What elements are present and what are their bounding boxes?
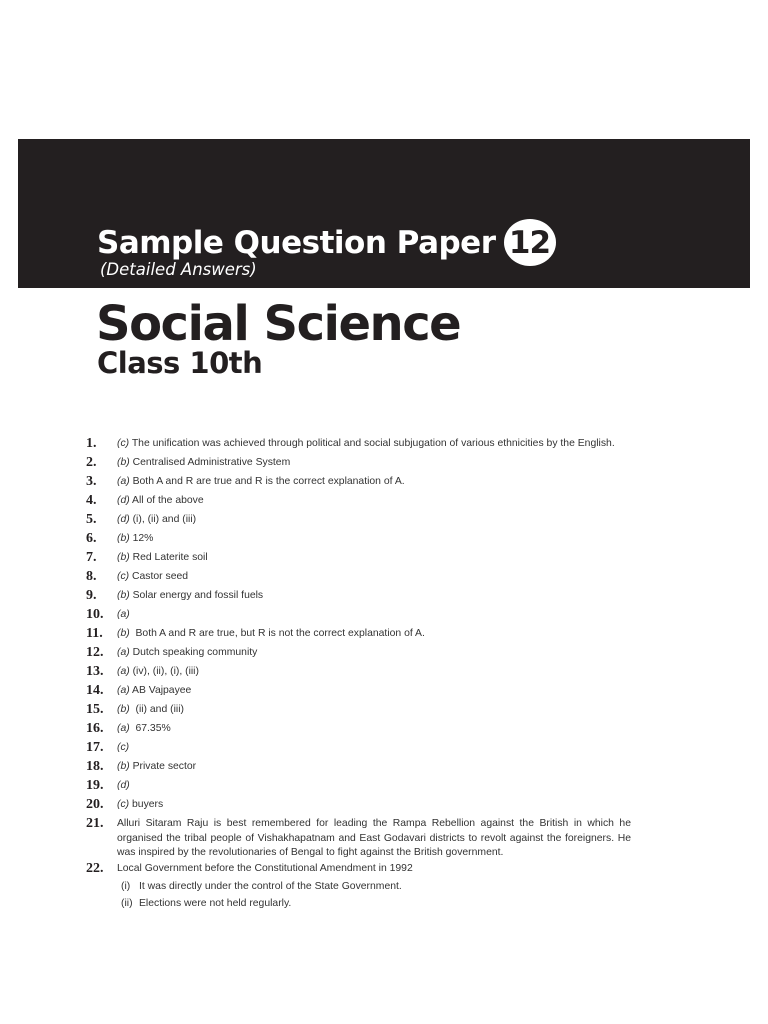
answer-option: (a) bbox=[117, 647, 130, 658]
answer-body: Centralised Administrative System bbox=[132, 457, 291, 468]
paper-title-text: Sample Question Paper bbox=[97, 224, 496, 261]
answer-number: 1. bbox=[86, 436, 97, 451]
answer-number: 6. bbox=[86, 531, 97, 546]
answer-text bbox=[117, 645, 631, 661]
answer-item bbox=[86, 550, 631, 569]
answer-option: (b) bbox=[117, 761, 130, 772]
answer-22-points bbox=[117, 878, 631, 912]
answer-number: 10. bbox=[86, 607, 104, 622]
answer-body: Dutch speaking community bbox=[132, 647, 258, 658]
answer-text bbox=[117, 759, 631, 775]
answer-text bbox=[117, 607, 631, 623]
answer-item bbox=[86, 721, 631, 740]
answer-item bbox=[86, 474, 631, 493]
answer-list bbox=[86, 436, 631, 912]
answer-item bbox=[86, 861, 631, 913]
answer-item bbox=[86, 436, 631, 455]
answer-option: (b) bbox=[117, 533, 130, 544]
answer-option: (b) bbox=[117, 590, 130, 601]
answer-option: (a) bbox=[117, 476, 130, 487]
answer-body: Alluri Sitaram Raju is best remembered for leading the Rampa Rebellion against the British in which he organised the tribal people of Vishakhapatnam and East Godavari districts to revolt against the foreigners. He was inspired by the revolutionaries of Bengal to fight against the British government. bbox=[117, 818, 631, 858]
answer-item bbox=[86, 626, 631, 645]
answer-body: (i), (ii) and (iii) bbox=[132, 514, 197, 525]
answer-option: (b) bbox=[117, 552, 130, 563]
answer-body: Both A and R are true and R is the correct explanation of A. bbox=[132, 476, 405, 487]
answer-number: 18. bbox=[86, 759, 104, 774]
answer-item bbox=[86, 493, 631, 512]
answer-item bbox=[86, 512, 631, 531]
answer-item bbox=[86, 645, 631, 664]
answer-body: Solar energy and fossil fuels bbox=[132, 590, 264, 601]
answer-number: 12. bbox=[86, 645, 104, 660]
answer-text bbox=[117, 797, 631, 813]
answer-body: Local Government before the Constitutional Amendment in 1992 bbox=[117, 862, 413, 874]
sub-point-number: (i) bbox=[121, 881, 131, 892]
answer-body: buyers bbox=[132, 799, 164, 810]
answer-number: 11. bbox=[86, 626, 103, 641]
answer-number: 20. bbox=[86, 797, 104, 812]
answer-text bbox=[117, 455, 631, 471]
answer-item bbox=[86, 740, 631, 759]
answer-option: (a) bbox=[117, 685, 130, 696]
answer-text bbox=[117, 683, 631, 699]
answer-body: All of the above bbox=[132, 495, 204, 506]
answer-text bbox=[117, 531, 631, 547]
answer-text bbox=[117, 816, 631, 861]
answer-option: (d) bbox=[117, 514, 130, 525]
answer-text bbox=[117, 702, 631, 718]
class-label: Class 10th bbox=[97, 346, 263, 380]
answer-item bbox=[86, 797, 631, 816]
answer-number: 5. bbox=[86, 512, 97, 527]
answer-item bbox=[86, 664, 631, 683]
answer-body: (ii) and (iii) bbox=[135, 704, 184, 715]
answer-text bbox=[117, 588, 631, 604]
answer-option: (a) bbox=[117, 723, 130, 734]
answer-item bbox=[86, 531, 631, 550]
answer-number: 8. bbox=[86, 569, 97, 584]
answer-option: (c) bbox=[117, 799, 130, 810]
answer-number: 15. bbox=[86, 702, 104, 717]
answer-item bbox=[86, 759, 631, 778]
answer-body: 67.35% bbox=[135, 723, 171, 734]
answer-body: Red Laterite soil bbox=[132, 552, 208, 563]
answer-text bbox=[117, 569, 631, 585]
answer-text bbox=[117, 626, 631, 642]
answer-option: (a) bbox=[117, 666, 130, 677]
answer-number: 4. bbox=[86, 493, 97, 508]
answer-text bbox=[117, 512, 631, 528]
sub-point-text: Elections were not held regularly. bbox=[139, 898, 292, 909]
answer-number: 21. bbox=[86, 816, 104, 831]
answer-number: 22. bbox=[86, 860, 104, 876]
answer-number: 19. bbox=[86, 778, 104, 793]
answer-option: (c) bbox=[117, 438, 130, 449]
answer-number: 14. bbox=[86, 683, 104, 698]
answer-text bbox=[117, 493, 631, 509]
answer-body: 12% bbox=[132, 533, 154, 544]
answer-option: (a) bbox=[117, 609, 130, 620]
paper-subtitle: (Detailed Answers) bbox=[100, 260, 257, 279]
answer-text bbox=[117, 436, 631, 452]
answer-option: (c) bbox=[117, 571, 130, 582]
answer-body: (iv), (ii), (i), (iii) bbox=[132, 666, 199, 677]
answer-body: Castor seed bbox=[132, 571, 189, 582]
answer-number: 16. bbox=[86, 721, 104, 736]
answer-body: The unification was achieved through political and social subjugation of various ethnicities by the English. bbox=[131, 438, 615, 449]
answer-item bbox=[86, 607, 631, 626]
answer-body: Private sector bbox=[132, 761, 197, 772]
answer-option: (c) bbox=[117, 742, 130, 753]
answer-item bbox=[86, 455, 631, 474]
answer-text bbox=[117, 664, 631, 680]
answer-body: Both A and R are true, but R is not the correct explanation of A. bbox=[135, 628, 425, 639]
answer-text bbox=[117, 721, 631, 737]
answer-number: 13. bbox=[86, 664, 104, 679]
sub-point bbox=[121, 878, 631, 895]
answer-number: 3. bbox=[86, 474, 97, 489]
answer-option: (d) bbox=[117, 780, 130, 791]
sub-point-number: (ii) bbox=[121, 898, 133, 909]
sub-point bbox=[121, 895, 631, 912]
answer-number: 17. bbox=[86, 740, 104, 755]
paper-title bbox=[97, 219, 556, 266]
answer-text bbox=[117, 474, 631, 490]
answer-number: 2. bbox=[86, 455, 97, 470]
sub-point-text: It was directly under the control of the State Government. bbox=[139, 881, 402, 892]
answer-option: (b) bbox=[117, 704, 130, 715]
answer-body: AB Vajpayee bbox=[132, 685, 192, 696]
answer-item bbox=[86, 683, 631, 702]
answer-text bbox=[117, 778, 631, 794]
answer-item bbox=[86, 702, 631, 721]
answer-text bbox=[117, 550, 631, 566]
answer-option: (d) bbox=[117, 495, 130, 506]
answer-option: (b) bbox=[117, 457, 130, 468]
answer-number: 7. bbox=[86, 550, 97, 565]
answer-item bbox=[86, 778, 631, 797]
answer-item bbox=[86, 569, 631, 588]
subject-title: Social Science bbox=[96, 296, 461, 352]
answer-option: (b) bbox=[117, 628, 130, 639]
answer-item bbox=[86, 588, 631, 607]
answer-number: 9. bbox=[86, 588, 97, 603]
answer-item bbox=[86, 816, 631, 861]
paper-number-badge: 12 bbox=[504, 219, 556, 266]
answer-text bbox=[117, 740, 631, 756]
answer-text bbox=[117, 861, 631, 913]
